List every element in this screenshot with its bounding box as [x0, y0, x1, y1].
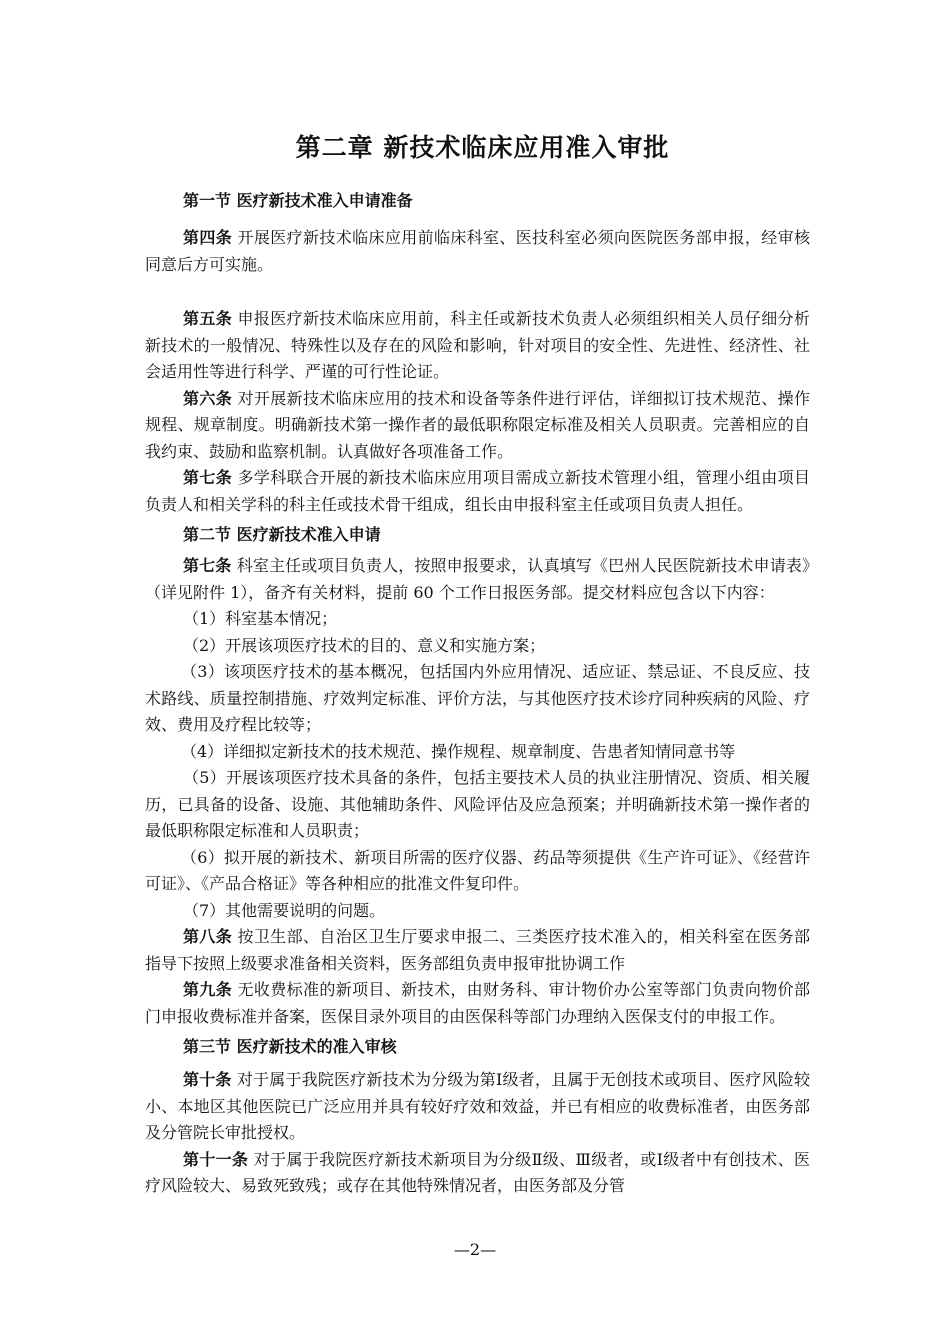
- article-4: [145, 225, 810, 278]
- list-item: （5）开展该项医疗技术具备的条件，包括主要技术人员的执业注册情况、资质、相关履历，已具备的设备、设施、其他辅助条件、风险评估及应急预案；并明确新技术第一操作者的最低职称限定标准和人员职责；: [145, 768, 810, 840]
- section-title-1: 第一节 医疗新技术准入申请准备: [183, 191, 413, 210]
- article-9: [145, 977, 810, 1030]
- article-label: 第十一条: [183, 1149, 249, 1169]
- article-label: 第九条: [183, 980, 233, 999]
- article-text: 申报医疗新技术临床应用前，科主任或新技术负责人必须组织相关人员仔细分析新技术的一般情况、特殊性以及存在的风险和影响，针对项目的安全性、先进性、经济性、社会适用性等进行科学、严谨的可行性论证。: [145, 309, 810, 381]
- article-text: 对于属于我院医疗新技术新项目为分级Ⅱ级、Ⅲ级者，或Ⅰ级者中有创技术、医疗风险较大、易致死致残；或存在其他特殊情况者，由医务部及分管: [145, 1149, 810, 1195]
- list-item: （4）详细拟定新技术的技术规范、操作规程、规章制度、告患者知情同意书等: [181, 741, 736, 761]
- list-item: （7）其他需要说明的问题。: [183, 900, 386, 920]
- article-label: 第七条: [183, 468, 233, 487]
- page-number: —2—: [453, 1240, 497, 1259]
- list-item: （2）开展该项医疗技术的目的、意义和实施方案；: [183, 635, 546, 655]
- article-label: 第八条: [183, 927, 233, 946]
- article-label: 第十条: [183, 1070, 232, 1089]
- article-6: [145, 386, 810, 466]
- article-text: 多学科联合开展的新技术临床应用项目需成立新技术管理小组，管理小组由项目负责人和相关学科的科主任或技术骨干组成，组长由申报科室主任或项目负责人担任。: [145, 468, 810, 514]
- list-item: （6）拟开展的新技术、新项目所需的医疗仪器、药品等须提供《生产许可证》、《经营许可证》、《产品合格证》等各种相应的批准文件复印件。: [145, 847, 810, 893]
- section-title-2: 第二节 医疗新技术准入申请: [183, 525, 381, 544]
- article-text: 对于属于我院医疗新技术为分级为第Ⅰ级者，且属于无创技术或项目、医疗风险较小、本地区其他医院已广泛应用并具有较好疗效和效益，并已有相应的收费标准者，由医务部及分管院长审批授权。: [145, 1070, 810, 1142]
- article-5: [145, 306, 810, 386]
- article-11: [145, 1147, 810, 1200]
- article-7: [145, 465, 810, 518]
- article-label: 第六条: [183, 388, 233, 408]
- article-10: [145, 1067, 810, 1147]
- article-label: 第七条: [183, 556, 232, 575]
- article-text: 无收费标准的新项目、新技术，由财务科、审计物价办公室等部门负责向物价部门申报收费标准并备案，医保目录外项目的由医保科等部门办理纳入医保支付的申报工作。: [145, 980, 810, 1026]
- article-text: 按卫生部、自治区卫生厅要求申报二、三类医疗技术准入的，相关科室在医务部指导下按照上级要求准备相关资料，医务部组负责申报审批协调工作: [145, 927, 810, 973]
- article-text: 开展医疗新技术临床应用前临床科室、医技科室必须向医院医务部申报，经审核同意后方可实施。: [145, 228, 810, 274]
- article-text: 对开展新技术临床应用的技术和设备等条件进行评估，详细拟订技术规范、操作规程、规章制度。明确新技术第一操作者的最低职称限定标准及相关人员职责。完善相应的自我约束、鼓励和监察机制。认真做好各项准备工作。: [145, 388, 810, 461]
- document-page: [145, 128, 810, 1200]
- article-text: 科室主任或项目负责人，按照申报要求，认真填写《巴州人民医院新技术申请表》（详见附件 1），备齐有关材料，提前 60 个工作日报医务部。提交材料应包含以下内容：: [145, 556, 810, 602]
- chapter-title: 第二章 新技术临床应用准入审批: [295, 133, 670, 162]
- list-item: （1）科室基本情况；: [183, 609, 338, 628]
- article-label: 第四条: [183, 228, 233, 247]
- article-7b: [145, 553, 810, 606]
- list-item: （3）该项医疗技术的基本概况，包括国内外应用情况、适应证、禁忌证、不良反应、技术路线、质量控制措施、疗效判定标准、评价方法，与其他医疗技术诊疗同种疾病的风险、疗效、费用及疗程比较等；: [145, 662, 810, 734]
- article-8: [145, 924, 810, 977]
- article-label: 第五条: [183, 309, 233, 328]
- section-title-3: 第三节 医疗新技术的准入审核: [183, 1037, 397, 1056]
